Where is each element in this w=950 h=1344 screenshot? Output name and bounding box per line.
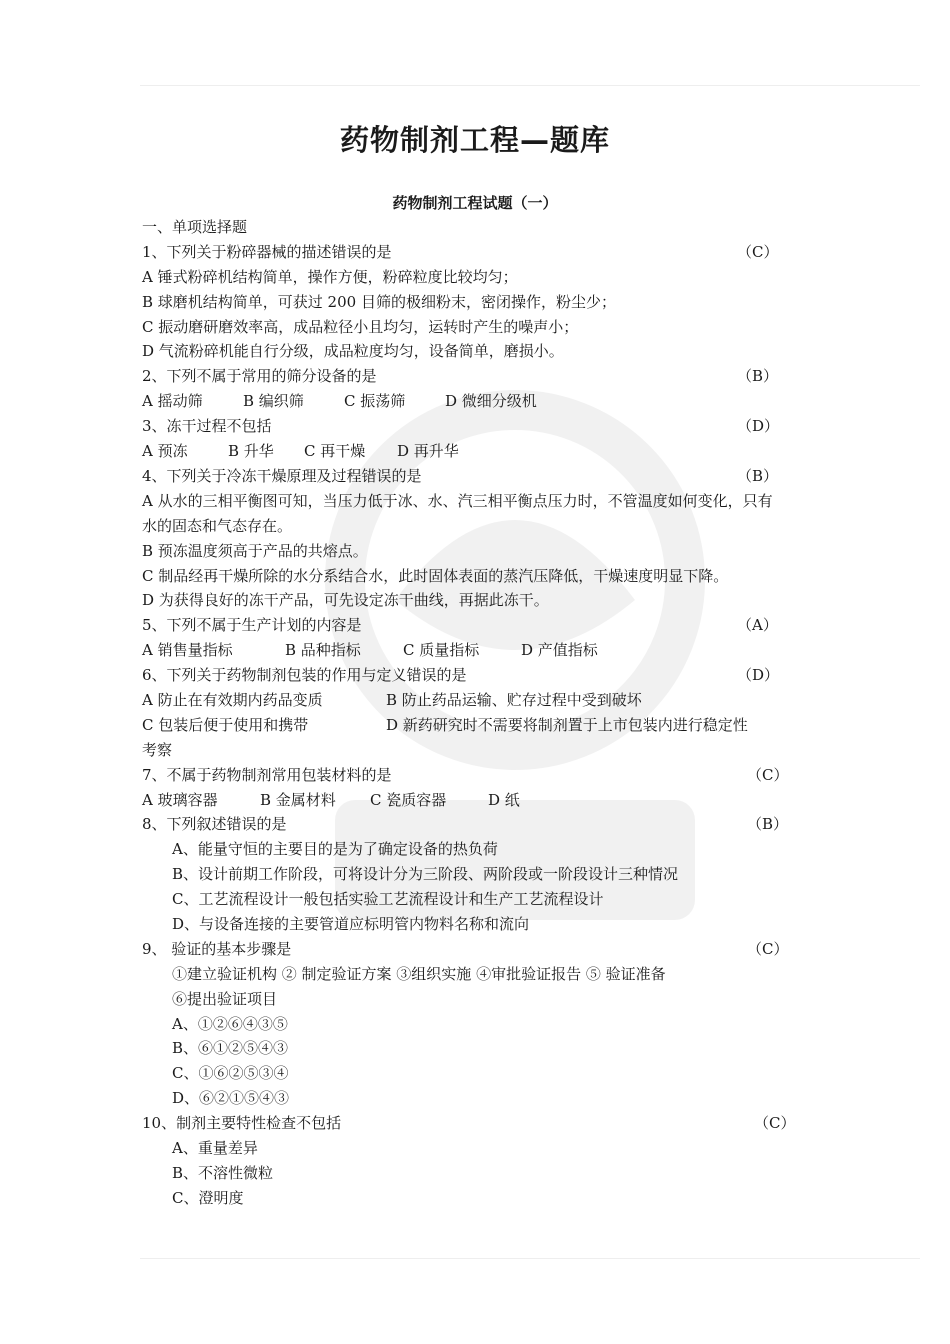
question-2 xyxy=(142,364,812,389)
option: C、工艺流程设计一般包括实验工艺流程设计和生产工艺流程设计 xyxy=(172,890,604,909)
answer-label: （D） xyxy=(737,417,780,436)
top-rule xyxy=(140,85,920,86)
document-title: 药物制剂工程—题库 xyxy=(339,123,610,157)
option: B 编织筛 xyxy=(243,392,304,411)
option: A 摇动筛 xyxy=(142,392,203,411)
bottom-rule xyxy=(140,1258,920,1259)
option: B 品种指标 xyxy=(285,641,361,660)
question-4 xyxy=(142,464,812,489)
option: B 金属材料 xyxy=(260,790,336,809)
question-text: 4、下列关于冷冻干燥原理及过程错误的是 xyxy=(142,466,422,485)
option: D、⑥②①⑤④③ xyxy=(172,1089,290,1108)
option: B 防止药品运输、贮存过程中受到破坏 xyxy=(386,690,642,709)
option: D 纸 xyxy=(488,790,520,809)
question-6 xyxy=(142,663,812,688)
answer-label: （B） xyxy=(737,367,779,386)
option-row xyxy=(142,439,812,464)
option-row xyxy=(142,788,812,813)
option: A、①②⑥④③⑤ xyxy=(172,1014,288,1033)
question-text: 2、下列不属于常用的筛分设备的是 xyxy=(142,367,377,386)
option-row xyxy=(142,713,812,738)
question-text: 8、下列叙述错误的是 xyxy=(142,815,287,834)
option: A 预冻 xyxy=(142,442,188,461)
answer-label: （B） xyxy=(747,815,789,834)
option: D 产值指标 xyxy=(521,641,598,660)
option: A 锤式粉碎机结构简单，操作方便，粉碎粒度比较均匀； xyxy=(142,267,518,286)
question-7 xyxy=(142,763,812,788)
question-8 xyxy=(142,812,812,837)
option-row xyxy=(142,638,812,663)
question-text: 3、冻干过程不包括 xyxy=(142,417,272,436)
option-row xyxy=(142,389,812,414)
question-10 xyxy=(142,1111,812,1136)
document-subtitle: 药物制剂工程试题（一） xyxy=(392,194,558,212)
option-continuation: 考察 xyxy=(142,740,173,759)
option: B 球磨机结构简单，可获过 200 目筛的极细粉末，密闭操作，粉尘少； xyxy=(142,292,616,311)
question-5 xyxy=(142,613,812,638)
option: C、澄明度 xyxy=(172,1188,244,1207)
question-text: 5、下列不属于生产计划的内容是 xyxy=(142,616,362,635)
answer-label: （B） xyxy=(737,466,779,485)
question-text: 9、 验证的基本步骤是 xyxy=(142,939,292,958)
step-list: ⑥提出验证项目 xyxy=(172,989,278,1008)
option: D 再升华 xyxy=(397,442,459,461)
option: A 销售量指标 xyxy=(142,641,233,660)
option: A 玻璃容器 xyxy=(142,790,218,809)
option: C 包装后便于使用和携带 xyxy=(142,715,309,734)
answer-label: （C） xyxy=(737,242,779,261)
question-3 xyxy=(142,414,812,439)
option: D、与设备连接的主要管道应标明管内物料名称和流向 xyxy=(172,914,530,933)
question-list xyxy=(142,215,812,1211)
option: A 防止在有效期内药品变质 xyxy=(142,690,323,709)
option: C 振动磨研磨效率高，成品粒径小且均匀，运转时产生的噪声小； xyxy=(142,317,579,336)
step-list: ①建立验证机构 ② 制定验证方案 ③组织实施 ④审批验证报告 ⑤ 验证准备 xyxy=(172,964,666,983)
question-text: 7、不属于药物制剂常用包装材料的是 xyxy=(142,765,392,784)
option: D 为获得良好的冻干产品，可先设定冻干曲线，再据此冻干。 xyxy=(142,591,549,610)
option: A、能量守恒的主要目的是为了确定设备的热负荷 xyxy=(172,840,498,859)
option: B、不溶性微粒 xyxy=(172,1163,274,1182)
answer-label: （C） xyxy=(747,939,789,958)
question-text: 10、制剂主要特性检查不包括 xyxy=(142,1114,342,1133)
answer-label: （C） xyxy=(747,765,789,784)
option: C 制品经再干燥所除的水分系结合水，此时固体表面的蒸汽压降低，干燥速度明显下降。 xyxy=(142,566,729,585)
option: C 振荡筛 xyxy=(344,392,406,411)
option: C、①⑥②⑤③④ xyxy=(172,1064,289,1083)
option: A、重量差异 xyxy=(172,1138,258,1157)
section-heading: 一、单项选择题 xyxy=(142,218,248,236)
option: D 新药研究时不需要将制剂置于上市包装内进行稳定性 xyxy=(386,715,748,734)
option: B、⑥①②⑤④③ xyxy=(172,1039,289,1058)
question-9 xyxy=(142,937,812,962)
option: D 气流粉碎机能自行分级，成品粒度均匀，设备简单，磨损小。 xyxy=(142,342,564,361)
option: A 从水的三相平衡图可知，当压力低于冰、水、汽三相平衡点压力时，不管温度如何变化，只有水的固态和气态存在。 xyxy=(142,491,773,535)
answer-label: （D） xyxy=(737,666,780,685)
answer-label: （A） xyxy=(737,616,778,635)
option: B 预冻温度须高于产品的共熔点。 xyxy=(142,541,368,560)
question-text: 1、下列关于粉碎器械的描述错误的是 xyxy=(142,242,392,261)
option: B、设计前期工作阶段，可将设计分为三阶段、两阶段或一阶段设计三种情况 xyxy=(172,865,679,884)
option: C 再干燥 xyxy=(304,442,366,461)
option-row xyxy=(142,688,812,713)
answer-label: （C） xyxy=(754,1114,796,1133)
question-text: 6、下列关于药物制剂包装的作用与定义错误的是 xyxy=(142,666,467,685)
question-1 xyxy=(142,240,812,265)
option: B 升华 xyxy=(228,442,274,461)
option: C 质量指标 xyxy=(403,641,480,660)
option: D 微细分级机 xyxy=(445,392,537,411)
option: C 瓷质容器 xyxy=(370,790,447,809)
